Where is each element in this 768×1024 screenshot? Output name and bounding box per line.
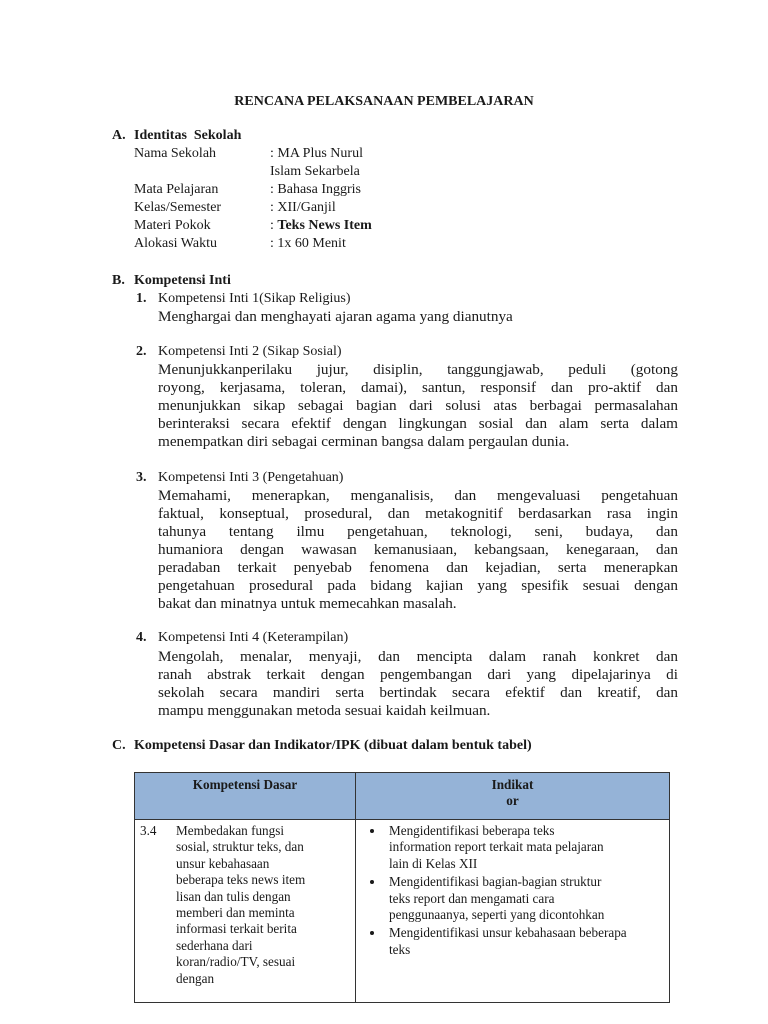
indicator-line: penggunaanya, seperti yang dicontohkan (389, 907, 605, 923)
col-header-indikator-line: or (506, 793, 519, 808)
ki-3-title: Kompetensi Inti 3 (Pengetahuan) (158, 470, 344, 485)
ki-4-number: 4. (136, 630, 147, 645)
ki-2-title: Kompetensi Inti 2 (Sikap Sosial) (158, 344, 342, 359)
section-b-number: B. (112, 273, 125, 288)
kd-text (176, 823, 346, 987)
ident-value-kelas-semester: : XII/Ganjil (270, 200, 336, 215)
section-c-title: Kompetensi Dasar dan Indikator/IPK (dibuat dalam bentuk tabel) (134, 738, 532, 753)
ident-value-nama-sekolah-cont: Islam Sekarbela (270, 164, 360, 179)
ki-2-number: 2. (136, 344, 147, 359)
ki-2-line: Menunjukkanperilaku jujur, disiplin, tanggungjawab, peduli (gotong (158, 361, 678, 378)
col-header-indikator (356, 773, 670, 820)
kd-line: koran/radio/TV, sesuai (176, 954, 296, 970)
col-header-kompetensi-dasar: Kompetensi Dasar (135, 773, 356, 820)
ki-3-line: Memahami, menerapkan, menganalisis, dan mengevaluasi pengetahuan (158, 487, 678, 504)
indicator-line: teks report dan mengamati cara (389, 890, 555, 906)
col-header-indikator-line: Indikat (491, 777, 534, 792)
ki-2-line: royong, kerjasama, toleran, damai), santun, responsif dan pro-aktif dan (158, 379, 678, 396)
indicator-item (385, 874, 664, 923)
ki-3-line: humaniora dengan wawasan kemanusiaan, kebangsaan, kenegaraan, dan (158, 541, 678, 558)
section-b-heading (112, 273, 231, 289)
ki-1-line: Menghargai dan menghayati ajaran agama yang dianutnya (158, 308, 513, 325)
kd-code: 3.4 (140, 823, 157, 838)
kd-line: Membedakan fungsi (176, 823, 285, 838)
indicator-list (361, 823, 664, 958)
ident-value-alokasi-waktu: : 1x 60 Menit (270, 236, 346, 251)
ident-value-nama-sekolah: : MA Plus Nurul (270, 146, 363, 161)
section-a-title: Identitas Sekolah (134, 128, 242, 143)
indicator-line: lain di Kelas XII (389, 855, 478, 871)
kd-line: sosial, struktur teks, dan (176, 839, 304, 855)
indicator-line: • Mengidentifikasi bagian-bagian struktur (389, 874, 602, 890)
ident-label-mata-pelajaran: Mata Pelajaran (134, 182, 219, 197)
ki-3-line: peradaban terkait penyebab fenomena dan kejadian, serta menerapkan (158, 559, 678, 576)
ki-4-line: ranah abstrak terkait dengan pengembangan dari yang dipelajarinya di (158, 666, 678, 683)
ki-3-line: pengetahuan prosedural pada bidang kajian yang spesifik sesuai dengan (158, 577, 678, 594)
ki-4-line: mampu menggunakan metoda sesuai kaidah keilmuan. (158, 702, 491, 719)
ki-1-body (158, 308, 678, 326)
section-a-heading (112, 128, 241, 144)
ki-4-heading (136, 630, 348, 646)
kd-indicator-table (134, 772, 670, 1003)
ki-4-line: sekolah secara mandiri serta bertindak secara efektif dan kreatif, dan (158, 684, 678, 701)
ki-3-line: bakat dan minatnya untuk memecahkan masalah. (158, 595, 457, 612)
ki-4-line: Mengolah, menalar, menyaji, dan mencipta dalam ranah konkret dan (158, 648, 678, 665)
ki-1-title: Kompetensi Inti 1(Sikap Religius) (158, 291, 351, 306)
ki-2-heading (136, 344, 342, 360)
indicator-line: teks (389, 941, 411, 957)
table-header-row (135, 773, 670, 820)
ki-2-body (158, 361, 678, 451)
kd-line: unsur kebahasaan (176, 855, 270, 871)
kd-line: lisan dan tulis dengan (176, 888, 291, 904)
kd-line: memberi dan meminta (176, 905, 295, 921)
ki-3-line: tahunya tentang ilmu pengetahuan, teknologi, seni, budaya, dan (158, 523, 678, 540)
indicator-item (385, 823, 664, 872)
section-c-heading (112, 738, 532, 754)
ki-4-title: Kompetensi Inti 4 (Keterampilan) (158, 630, 349, 645)
ident-value-prefix: : (270, 218, 278, 233)
table-row (135, 820, 670, 1003)
kd-line: sederhana dari (176, 937, 253, 953)
ki-4-body (158, 648, 678, 720)
kd-line: dengan (176, 970, 215, 986)
document-title: RENCANA PELAKSANAAN PEMBELAJARAN (234, 94, 534, 109)
ki-3-number: 3. (136, 470, 147, 485)
ki-2-line: menempatkan diri sebagai cerminan bangsa dalam pergaulan dunia. (158, 433, 570, 450)
kd-line: beberapa teks news item (176, 872, 306, 888)
ident-value-materi-pokok (270, 218, 372, 234)
ki-3-heading (136, 470, 343, 486)
indicator-item (385, 925, 664, 958)
kd-line: informasi terkait berita (176, 921, 297, 937)
ki-1-heading (136, 291, 350, 307)
indicator-line: • Mengidentifikasi unsur kebahasaan beberapa (389, 925, 627, 941)
ki-2-line: berinteraksi secara efektif dengan lingkungan sosial dan alam serta dalam (158, 415, 678, 432)
indicator-cell (356, 820, 670, 1003)
ki-3-body (158, 487, 678, 613)
indicator-line: information report terkait mata pelajaran (389, 839, 604, 855)
section-a-number: A. (112, 128, 126, 143)
section-b-title: Kompetensi Inti (134, 273, 231, 288)
ki-2-line: menunjukkan sikap sebagai bagian dari solusi atas berbagai permasalahan (158, 397, 678, 414)
ident-value-materi-bold: Teks News Item (277, 218, 372, 233)
indicator-line: • Mengidentifikasi beberapa teks (389, 823, 555, 838)
ki-1-number: 1. (136, 291, 147, 306)
ident-value-mata-pelajaran: : Bahasa Inggris (270, 182, 361, 197)
ki-3-line: faktual, konseptual, prosedural, dan metakognitif berdasarkan rasa ingin (158, 505, 678, 522)
ident-label-alokasi-waktu: Alokasi Waktu (134, 236, 217, 251)
ident-label-kelas-semester: Kelas/Semester (134, 200, 222, 215)
ident-label-nama-sekolah: Nama Sekolah (134, 146, 217, 161)
ident-label-materi-pokok: Materi Pokok (134, 218, 211, 233)
kd-cell (135, 820, 356, 1003)
section-c-number: C. (112, 738, 126, 753)
